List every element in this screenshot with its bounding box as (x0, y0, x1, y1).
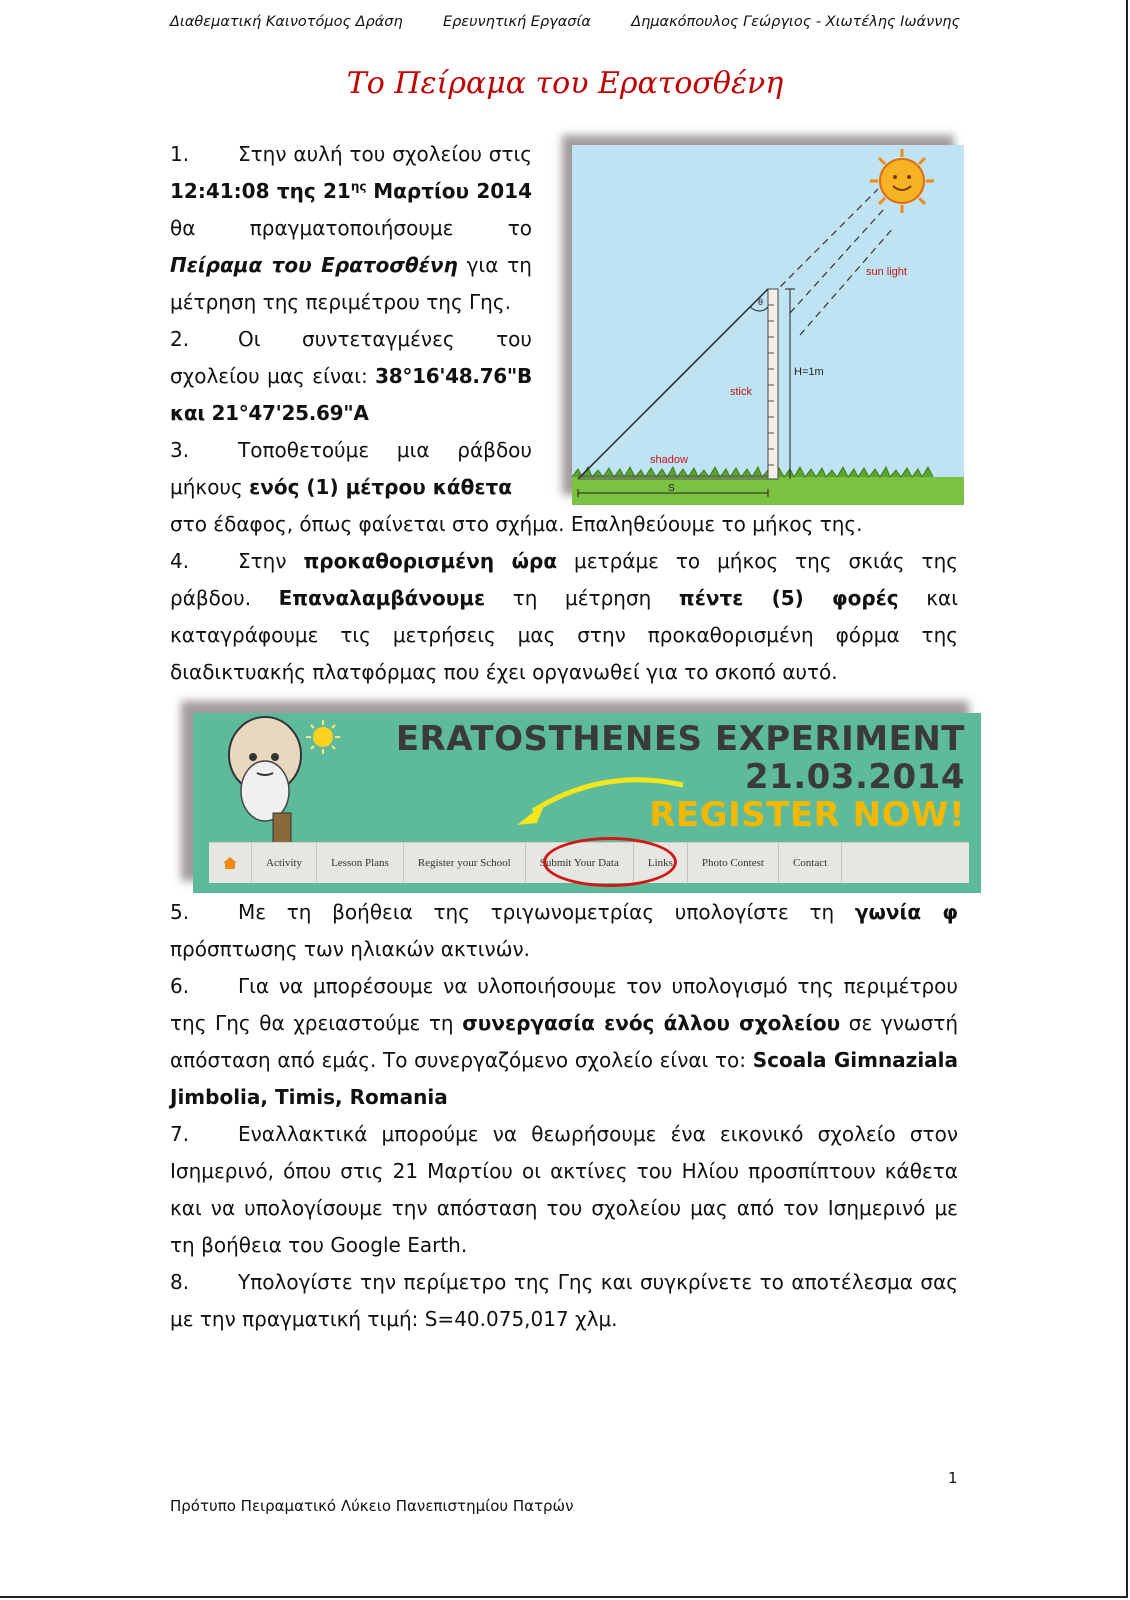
item-number: 7. (170, 1122, 190, 1146)
text: και καταγράφουμε τις μετρήσεις μας στην προκαθορισμένη φόρμα της διαδικτυακής πλατφόρμας που έχει οργανωθεί για το σκοπό αυτό. (170, 586, 959, 684)
item-6 (170, 968, 958, 1116)
text: Τοποθετούμε μια ράβδου μήκους (170, 438, 532, 499)
item-number: 3. (170, 438, 190, 462)
banner-sun-icon (305, 719, 341, 755)
banner-date: 21.03.2014 (744, 757, 965, 797)
text: σε γνωστή απόσταση από εμάς. Το συνεργαζόμενο σχολείο είναι το: (170, 1011, 959, 1072)
bold-angle: γωνία φ (854, 900, 958, 924)
item-number: 1. (170, 142, 190, 166)
text: Για να μπορέσουμε να υλοποιήσουμε τον υπολογισμό της περιμέτρου της Γης θα χρειαστούμε τη (170, 974, 958, 1035)
text: Οι συντεταγμένες του σχολείου μας είναι: (170, 327, 532, 388)
banner-title: ERATOSTHENES EXPERIMENT (395, 719, 965, 759)
running-footer: Πρότυπο Πειραματικό Λύκειο Πανεπιστημίου Πατρών (170, 1497, 574, 1515)
bold-italic-experiment: Πείραμα του Ερατοσθένη (170, 253, 458, 277)
item-number: 2. (170, 327, 190, 351)
text: για τη μέτρηση της περιμέτρου της Γης. (170, 253, 532, 314)
shadow-label: shadow (650, 454, 688, 466)
s-label: S (668, 483, 675, 494)
stick-shadow-diagram (572, 145, 964, 505)
banner-register: REGISTER NOW! (649, 795, 965, 835)
nav-submit-data[interactable]: Submit Your Data (526, 843, 634, 883)
stick-label: stick (730, 386, 752, 398)
sun-icon (870, 149, 934, 213)
bold-five-times: πέντε (5) φορές (678, 586, 899, 610)
text: Στην αυλή του σχολείου στις (238, 142, 532, 166)
item-number: 5. (170, 900, 190, 924)
theta-label: θ (758, 297, 764, 307)
item-2 (170, 321, 532, 432)
nav-register-school[interactable]: Register your School (404, 843, 526, 883)
text: Με τη βοήθεια της τριγωνομετρίας υπολογίστε τη (238, 900, 835, 924)
bold-length: ενός (1) μέτρου κάθετα (249, 475, 513, 499)
item-3-continued: στο έδαφος, όπως φαίνεται στο σχήμα. Επαληθεύουμε το μήκος της. (170, 512, 863, 536)
item-number: 6. (170, 974, 190, 998)
page-title: Το Πείραμα του Ερατοσθένη (346, 66, 784, 101)
header-center: Ερευνητική Εργασία (442, 14, 591, 30)
text: Εναλλακτικά μπορούμε να θεωρήσουμε ένα εικονικό σχολείο στον Ισημερινό, όπου στις 21 Μαρτίου οι ακτίνες του Ηλίου προσπίπτουν κάθετα και να υπολογίσουμε την απόσταση του σχολείου μας από τον Ισημερινό με τη βοήθεια του Google Earth. (170, 1122, 958, 1257)
text: μετράμε το μήκος της σκιάς της ράβδου. (170, 549, 959, 610)
nav-home[interactable] (209, 843, 252, 883)
page-number: 1 (948, 1469, 958, 1487)
nav-links[interactable]: Links (634, 843, 688, 883)
nav-photo-contest[interactable]: Photo Contest (688, 843, 779, 883)
bold-repeat: Επαναλαμβάνουμε (278, 586, 486, 610)
sun-light-label: sun light (866, 266, 907, 278)
stick-shadow-figure (572, 145, 964, 505)
text: Υπολογίστε την περίμετρο της Γης και συγκρίνετε το αποτέλεσμα σας με την πραγματική τιμή: S=40.075,017 χλμ. (170, 1270, 958, 1331)
nav-activity[interactable]: Activity (252, 843, 317, 883)
bold-cooperation: συνεργασία ενός άλλου σχολείου (462, 1011, 841, 1035)
item-3 (170, 432, 532, 506)
eratosthenes-cartoon-icon (207, 713, 317, 853)
header-right: Δημακόπουλος Γεώργιος - Χιωτέλης Ιωάννης (631, 14, 960, 30)
text: θα πραγματοποιήσουμε το (170, 216, 532, 240)
text: τη μέτρηση (512, 586, 652, 610)
eratosthenes-banner (193, 713, 981, 893)
item-4 (170, 543, 958, 691)
bold-time: προκαθορισμένη ώρα (303, 549, 558, 573)
item-number: 8. (170, 1270, 190, 1294)
item-5 (170, 894, 958, 968)
item-1 (170, 136, 532, 321)
highlight-circle (543, 837, 677, 887)
text: πρόσπτωσης των ηλιακών ακτινών. (170, 937, 530, 961)
item-8 (170, 1264, 958, 1338)
header-left: Διαθεματική Καινοτόμος Δράση (170, 14, 403, 30)
item-number: 4. (170, 549, 190, 573)
text: Στην (238, 549, 287, 573)
nav-lesson-plans[interactable]: Lesson Plans (317, 843, 404, 883)
bold-time: 12:41:08 της $21^{\eta\varsigma}$ (170, 179, 367, 203)
nav-contact[interactable]: Contact (779, 843, 842, 883)
item-7 (170, 1116, 958, 1264)
bold-school-name: Scoala Gimnaziala Jimbolia, Timis, Romania (170, 1048, 959, 1109)
running-header (170, 14, 960, 30)
bold-coordinates: 38°16'48.76"Β και 21°47'25.69"Α (170, 364, 532, 425)
height-label: H=1m (794, 366, 824, 378)
home-icon (223, 857, 237, 869)
bold-date: Μαρτίου 2014 (373, 179, 533, 203)
